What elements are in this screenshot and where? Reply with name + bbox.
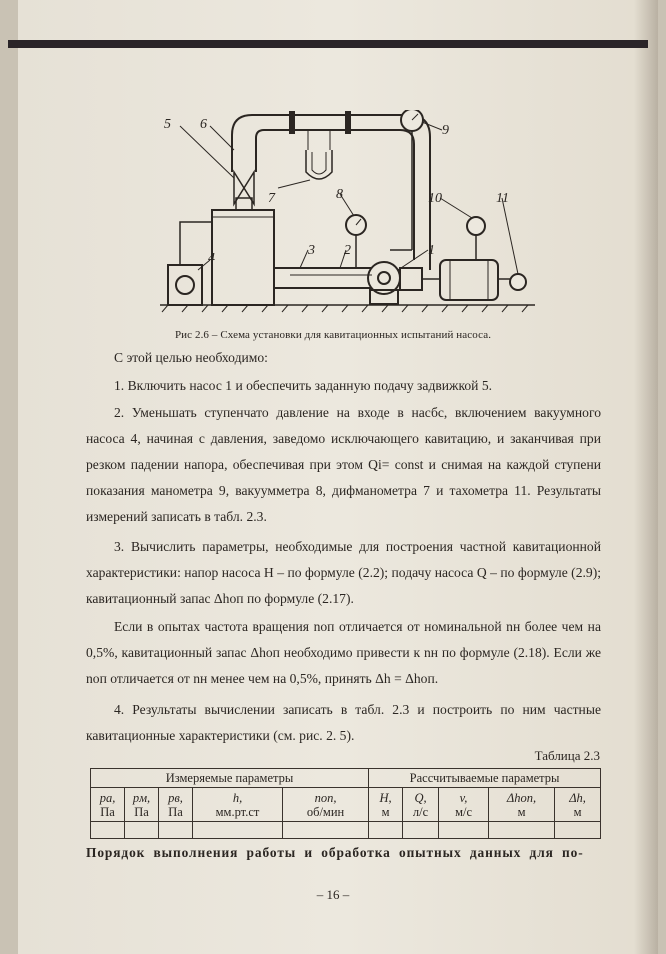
col-H: H, м (369, 788, 403, 822)
figure-caption: Рис 2.6 – Схема установки для кавитационных испытаний насоса. (174, 329, 492, 341)
page-edge-shadow (634, 0, 658, 954)
figure-schematic (140, 110, 540, 325)
paragraph-step-3: 3. Вычислить параметры, необходимые для построения частной кавитационной характеристики: напор насоса H – по формуле (2.2); подачу насоса Q – по формуле (2.9); кавитационный запас Δhоп по формуле (2.17). (86, 539, 601, 606)
header-measured: Измеряемые параметры (91, 769, 369, 788)
paragraph-step-1: 1. Включить насос 1 и обеспечить заданную подачу задвижкой 5. (114, 378, 493, 393)
table-header-row (91, 788, 601, 822)
section-heading: Порядок выполнения работы и обработка опытных данных для по- (86, 845, 584, 860)
label-2: 2 (344, 243, 351, 258)
label-3: 3 (308, 243, 315, 258)
label-1: 1 (428, 243, 435, 258)
label-11: 11 (496, 191, 509, 206)
col-h: h, мм.рт.ст (193, 788, 283, 822)
col-nop: nоп, об/мин (283, 788, 369, 822)
col-pa: pа, Па (91, 788, 125, 822)
header-calculated: Рассчитываемые параметры (369, 769, 601, 788)
label-9: 9 (442, 123, 449, 138)
schematic-drawing (140, 110, 540, 325)
col-dh: Δh, м (555, 788, 601, 822)
page-number: – 16 – (316, 887, 350, 902)
label-10: 10 (428, 191, 442, 206)
table-row (91, 822, 601, 839)
col-pv: pв, Па (159, 788, 193, 822)
label-5: 5 (164, 117, 171, 132)
paragraph-step-4: 4. Результаты вычислении записать в табл. 2.3 и построить по ним частные кавитационные характеристики (см. рис. 2. 5). (86, 702, 601, 743)
table-title: Таблица 2.3 (534, 748, 600, 763)
paragraph-step-2: 2. Уменьшать ступенчато давление на входе в насбс, включением вакуумного насоса 4, начиная с давления, заведомо исключающего кавитацию, и заканчивая при резком падении напора, обеспечивая при этом Qi= const и снимая на каждой ступени показания манометра 9, вакуумметра 8, дифманометра 7 и тахометра 11. Результаты измерений записать в табл. 2.3. (86, 405, 601, 524)
label-8: 8 (336, 187, 343, 202)
paragraph-intro: С этой целью необходимо: (114, 350, 268, 365)
top-rule (8, 40, 648, 48)
col-v: v, м/с (439, 788, 489, 822)
col-Q: Q, л/с (403, 788, 439, 822)
results-table (90, 768, 601, 839)
col-pm: pм, Па (125, 788, 159, 822)
col-dhop: Δhоп, м (489, 788, 555, 822)
label-7: 7 (268, 191, 275, 206)
label-4: 4 (208, 251, 215, 266)
label-6: 6 (200, 117, 207, 132)
paragraph-note: Если в опытах частота вращения nоп отличается от номинальной nн более чем на 0,5%, кавитационный запас Δhоп необходимо привести к nн по формуле (2.18). Если же nоп отличается от nн менее чем на 0,5%, принять Δh = Δhоп. (86, 619, 601, 686)
